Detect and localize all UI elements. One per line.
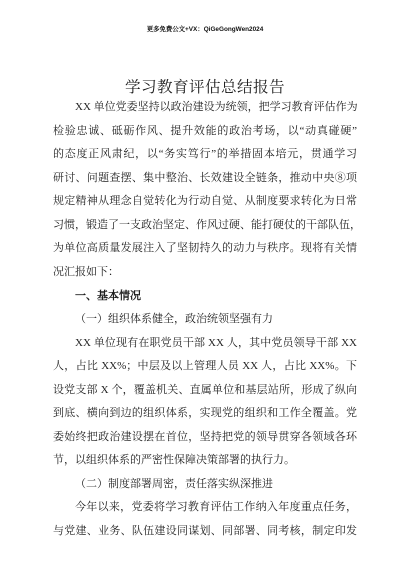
paragraph-line: 检验忠诚、砥砺作风、提升效能的政治考场，以“动真碰硬”: [53, 124, 357, 137]
paragraph-line: 人，占比 XX%；中层及以上管理人员 XX 人，占比 XX%。下: [53, 360, 357, 373]
section-basic-situation: [53, 285, 357, 544]
paragraph-line: 研讨、问题查摆、集中整治、长效建设全链条，推动中央⑧项: [53, 171, 357, 184]
paragraph-line: 节，以组织体系的严密性保障决策部署的执行力。: [53, 454, 295, 467]
section-heading: 一、基本情况: [75, 289, 141, 302]
paragraph-line: 规定精神从理念自觉转化为行动自觉、从制度要求转化为日常: [53, 195, 357, 208]
paragraph-line: 委始终把政治建设摆在首位，坚持把党的领导贯穿各领域各环: [53, 430, 357, 443]
paragraph-line: 况汇报如下：: [53, 266, 119, 279]
document-body: [53, 96, 361, 543]
intro-paragraph: [53, 96, 361, 284]
paragraph-line: 设党支部 X 个，覆盖机关、直属单位和基层站所，形成了纵向: [53, 383, 357, 396]
subsection-heading: （二）制度部署周密，责任落实纵深推进: [75, 477, 273, 490]
paragraph-line: XX 单位现有在职党员干部 XX 人，其中党员领导干部 XX: [75, 336, 357, 349]
organization-paragraph: [53, 332, 357, 473]
deployment-paragraph: [53, 496, 357, 543]
paragraph-line: 今年以来，党委将学习教育评估工作纳入年度重点任务，: [75, 501, 357, 514]
paragraph-line: 到底、横向到边的组织体系，实现党的组织和工作全覆盖。党: [53, 407, 357, 420]
document-title: 学习教育评估总结报告: [125, 79, 285, 96]
paragraph-line: 为单位高质量发展注入了坚韧持久的动力与秩序。现将有关情: [53, 242, 357, 255]
paragraph-line: 与党建、业务、队伍建设同谋划、同部署、同考核，制定印发: [53, 525, 357, 538]
paragraph-line: XX 单位党委坚持以政治建设为统领，把学习教育评估作为: [75, 101, 358, 114]
subsection-heading: （一）组织体系健全，政治统领坚强有力: [75, 313, 273, 326]
header-note: 更多免费公文+VX：QiGeGongWen2024: [146, 26, 264, 33]
paragraph-line: 习惯，锻造了一支政治坚定、作风过硬、能打硬仗的干部队伍，: [53, 218, 361, 231]
paragraph-line: 的态度正风肃纪，以“务实笃行”的举措固本培元，贯通学习: [53, 148, 357, 161]
